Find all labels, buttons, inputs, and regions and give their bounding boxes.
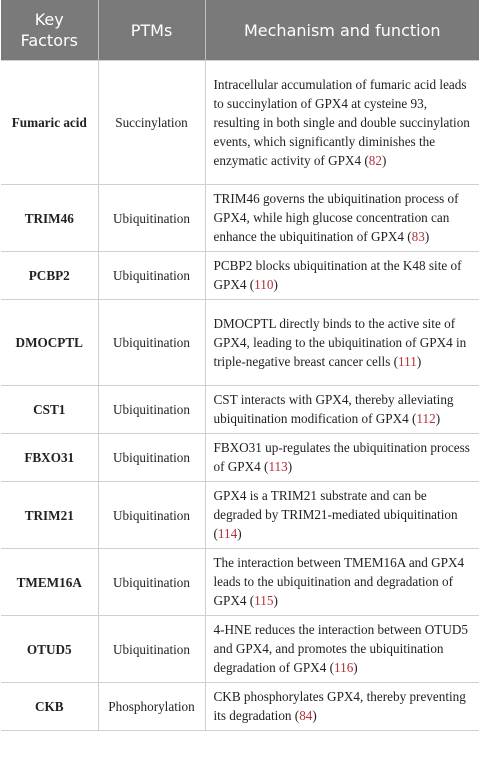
mechanism-cell	[205, 683, 479, 731]
ptm-cell: Succinylation	[98, 61, 205, 185]
factor-cell: CST1	[1, 386, 98, 434]
ptm-cell: Phosphorylation	[98, 683, 205, 731]
mechanism-text: PCBP2 blocks ubiquitination at the K48 site of GPX4 (	[213, 258, 462, 292]
reference-link[interactable]: 110	[254, 277, 274, 292]
mechanism-cell	[205, 549, 479, 616]
mechanism-text: TRIM46 governs the ubiquitination process of GPX4, while high glucose concentration can enhance the ubiquitination of GPX4 (	[213, 191, 459, 244]
mechanism-text: DMOCPTL directly binds to the active site of GPX4, leading to the ubiquitination of GPX4 in triple-negative breast cancer cells (	[213, 315, 467, 369]
header-ptms: PTMs	[98, 0, 205, 61]
reference-link[interactable]: 116	[334, 660, 354, 675]
factor-cell: PCBP2	[1, 252, 98, 300]
mechanism-cell	[205, 434, 479, 482]
table-header	[1, 0, 479, 61]
mechanism-cell	[205, 616, 479, 683]
mechanism-end: )	[381, 152, 387, 168]
mechanism-end: )	[273, 277, 278, 292]
mechanism-end: )	[273, 593, 278, 608]
mechanism-text: FBXO31 up-regulates the ubiquitination process of GPX4 (	[213, 440, 470, 474]
factor-cell: TRIM21	[1, 482, 98, 549]
mechanism-text: CST interacts with GPX4, thereby alleviating ubiquitination modification of GPX4 (	[213, 392, 454, 426]
ptm-cell: Ubiquitination	[98, 616, 205, 683]
mechanism-cell	[205, 386, 479, 434]
factor-cell: TRIM46	[1, 185, 98, 252]
table-row	[1, 434, 479, 482]
reference-link[interactable]: 111	[398, 353, 417, 369]
mechanism-end: )	[424, 229, 430, 244]
mechanism-text: The interaction between TMEM16A and GPX4 leads to the ubiquitination and degradation of GPX4 (	[213, 555, 465, 608]
ptm-cell: Ubiquitination	[98, 185, 205, 252]
table-row	[1, 549, 479, 616]
header-key-factors: Key Factors	[1, 0, 98, 61]
factor-cell: Fumaric acid	[1, 61, 98, 185]
mechanism-cell	[205, 252, 479, 300]
ptm-cell: Ubiquitination	[98, 386, 205, 434]
reference-link[interactable]: 115	[254, 593, 274, 608]
reference-link[interactable]: 82	[368, 152, 382, 168]
table-row	[1, 61, 479, 185]
table-row	[1, 185, 479, 252]
mechanism-text: CKB phosphorylates GPX4, thereby preventing its degradation (	[213, 689, 466, 723]
ptm-table	[1, 0, 479, 731]
reference-link[interactable]: 83	[411, 229, 425, 244]
mechanism-text: 4-HNE reduces the interaction between OTUD5 and GPX4, and promotes the ubiquitination degradation of GPX4 (	[213, 622, 468, 675]
mechanism-end: )	[353, 660, 358, 675]
ptm-cell: Ubiquitination	[98, 434, 205, 482]
mechanism-cell	[205, 185, 479, 252]
factor-cell: TMEM16A	[1, 549, 98, 616]
reference-link[interactable]: 84	[299, 708, 313, 723]
reference-link[interactable]: 114	[217, 526, 238, 541]
mechanism-end: )	[312, 708, 317, 723]
table-row	[1, 386, 479, 434]
mechanism-cell	[205, 61, 479, 185]
reference-link[interactable]: 113	[268, 459, 288, 474]
ptm-cell: Ubiquitination	[98, 482, 205, 549]
reference-link[interactable]: 112	[416, 411, 436, 426]
table-row	[1, 482, 479, 549]
table-row	[1, 300, 479, 386]
table-row	[1, 616, 479, 683]
table-row	[1, 252, 479, 300]
mechanism-text: GPX4 is a TRIM21 substrate and can be degraded by TRIM21-mediated ubiquitination (	[213, 488, 458, 541]
ptm-cell: Ubiquitination	[98, 549, 205, 616]
mechanism-text: Intracellular accumulation of fumaric acid leads to succinylation of GPX4 at cysteine 93, resulting in both single and double succinylation events, which significantly diminishes the enzymatic activity of GPX4 (	[213, 76, 470, 168]
mechanism-cell	[205, 482, 479, 549]
mechanism-end: )	[435, 411, 441, 426]
ptm-cell: Ubiquitination	[98, 300, 205, 386]
factor-cell: OTUD5	[1, 616, 98, 683]
factor-cell: FBXO31	[1, 434, 98, 482]
mechanism-end: )	[237, 526, 242, 541]
factor-cell: CKB	[1, 683, 98, 731]
ptm-cell: Ubiquitination	[98, 252, 205, 300]
factor-cell: DMOCPTL	[1, 300, 98, 386]
mechanism-cell	[205, 300, 479, 386]
mechanism-end: )	[287, 459, 293, 474]
header-mechanism: Mechanism and function	[205, 0, 479, 61]
table-row	[1, 683, 479, 731]
mechanism-end: )	[416, 353, 422, 369]
